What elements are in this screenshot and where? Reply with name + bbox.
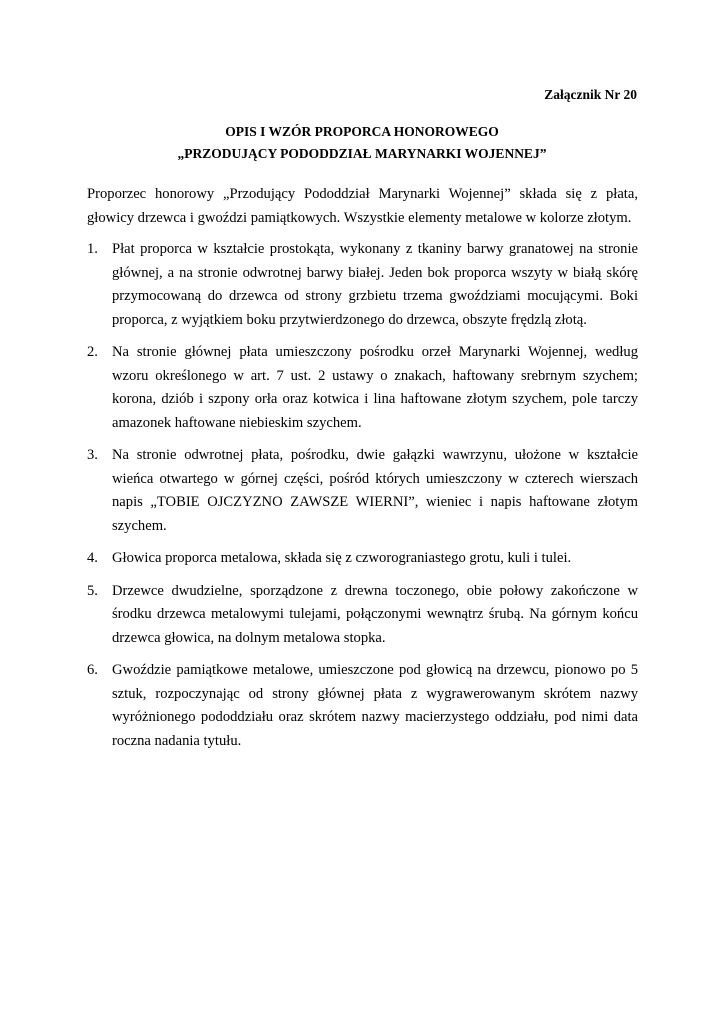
list-item (87, 659, 638, 753)
annex-number: Załącznik Nr 20 (544, 87, 637, 102)
list-item-number: 1. (87, 241, 98, 257)
list-item (87, 580, 638, 651)
list-item-number: 2. (87, 344, 98, 360)
title-line-2: „PRZODUJĄCY PODODDZIAŁ MARYNARKI WOJENNEJ” (177, 146, 547, 161)
list-item (87, 547, 638, 571)
intro-paragraph: Proporzec honorowy „Przodujący Pododdział Marynarki Wojennej” składa się z płata, głowicy drzewca i gwoździ pamiątkowych. Wszystkie elementy metalowe w kolorze złotym. (87, 186, 638, 226)
list-item-text: Drzewce dwudzielne, sporządzone z drewna toczonego, obie połowy zakończone w środku drzewca metalowymi tulejami, połączonymi wewnątrz śrubą. Na górnym końcu drzewca głowica, na dolnym metalowa stopka. (112, 582, 638, 646)
list-item (87, 444, 638, 538)
list-item-text: Na stronie odwrotnej płata, pośrodku, dwie gałązki wawrzynu, ułożone w kształcie wieńca otwartego w górnej części, pośród których umieszczony w czterech wierszach napis „TOBIE OJCZYZNO ZAWSZE WIERNI”, wieniec i napis haftowane złotym szychem. (112, 447, 638, 534)
document-title (0, 121, 724, 165)
list-item-text: Na stronie głównej płata umieszczony pośrodku orzeł Marynarki Wojennej, według wzoru określonego w art. 7 ust. 2 ustawy o znakach, haftowany srebrnym szychem; korona, dziób i szpony orła oraz kotwica i lina haftowane złotym szychem, pole tarczy amazonek haftowane niebieskim szychem. (112, 344, 638, 431)
description-list (87, 238, 638, 762)
list-item-number: 5. (87, 582, 98, 599)
list-item-number: 4. (87, 550, 98, 566)
list-item-text: Głowica proporca metalowa, składa się z czworograniastego grotu, kuli i tulei. (112, 550, 572, 566)
list-item-number: 3. (87, 447, 98, 463)
list-item (87, 341, 638, 435)
list-item (87, 238, 638, 332)
list-item-text: Gwoździe pamiątkowe metalowe, umieszczone pod głowicą na drzewcu, pionowo po 5 sztuk, rozpoczynając od strony głównej płata z wygrawerowanym skrótem nazwy wyróżnionego pododdziału oraz skrótem nazwy macierzystego oddziału, pod nimi data roczna nadania tytułu. (112, 662, 638, 749)
list-item-number: 6. (87, 662, 98, 678)
list-item-text: Płat proporca w kształcie prostokąta, wykonany z tkaniny barwy granatowej na stronie głównej, a na stronie odwrotnej barwy białej. Jeden bok proporca wszyty w białą skórę przymocowaną do drzewca od strony grzbietu trzema gwoździami mocującymi. Boki proporca, z wyjątkiem boku przytwierdzonego do drzewca, obszyte frędzlą złotą. (112, 241, 638, 328)
title-line-1: OPIS I WZÓR PROPORCA HONOROWEGO (225, 124, 499, 139)
